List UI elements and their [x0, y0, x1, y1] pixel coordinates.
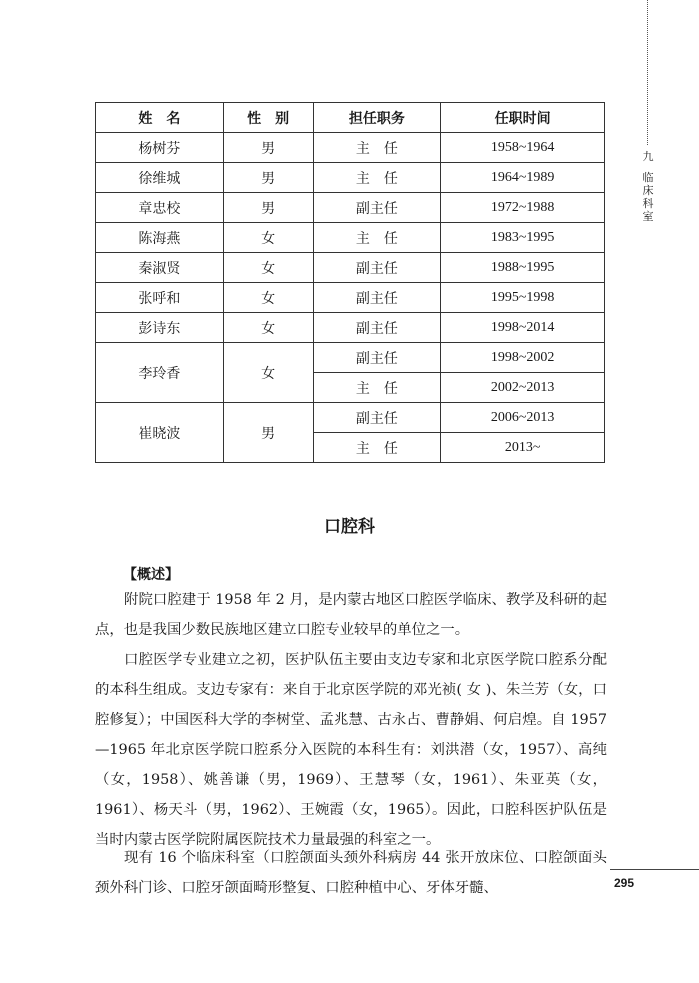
cell-name: 杨树芬: [96, 133, 224, 163]
table-row: [96, 193, 605, 223]
chapter-title-char: 科: [642, 197, 654, 210]
cell-gender: 女: [223, 313, 313, 343]
cell-period: 2013~: [441, 433, 605, 463]
header-name: 姓 名: [96, 103, 224, 133]
cell-gender: 女: [223, 283, 313, 313]
section-title: 口腔科: [324, 517, 375, 537]
cell-name: 李玲香: [96, 343, 224, 403]
cell-period: 1964~1989: [441, 163, 605, 193]
table-row: [96, 253, 605, 283]
cell-period: 2002~2013: [441, 373, 605, 403]
chapter-side-tab: [639, 150, 657, 223]
cell-position: 副主任: [313, 403, 441, 433]
director-history-table: [95, 102, 605, 463]
cell-name: 陈海燕: [96, 223, 224, 253]
cell-name: 秦淑贤: [96, 253, 224, 283]
table-row: [96, 343, 605, 373]
table-row: [96, 223, 605, 253]
header-gender: 性 别: [223, 103, 313, 133]
cell-position: 副主任: [313, 283, 441, 313]
overview-subheading: 【概述】: [123, 567, 179, 583]
header-period: 任职时间: [441, 103, 605, 133]
cell-period: 1995~1998: [441, 283, 605, 313]
cell-position: 副主任: [313, 343, 441, 373]
paragraph-staff: 口腔医学专业建立之初，医护队伍主要由支边专家和北京医学院口腔系分配的本科生组成。支边专家有：来自于北京医学院的邓光祯( 女 )、朱兰芳（女，口腔修复）；中国医科大学的李树堂、孟兆慧、古永占、曹静娟、何启煌。自 1957—1965 年北京医学院口腔系分入医院的本科生有：刘洪潜（女，1957）、高纯（女，1958）、姚善谦（男，1969）、王慧琴（女，1961）、朱亚英（女，1961）、杨天斗（男，1962）、王婉霞（女，1965）。因此，口腔科医护队伍是当时内蒙古医学院附属医院技术力量最强的科室之一。: [95, 652, 607, 848]
chapter-title-char: 床: [642, 184, 654, 197]
cell-period: 2006~2013: [441, 403, 605, 433]
cell-gender: 男: [223, 163, 313, 193]
table-row: [96, 163, 605, 193]
chapter-title-char: 室: [642, 210, 654, 223]
table-row: [96, 283, 605, 313]
margin-dotted-rule: [647, 0, 648, 145]
page-number: 295: [614, 876, 635, 890]
cell-period: 1958~1964: [441, 133, 605, 163]
cell-period: 1998~2002: [441, 343, 605, 373]
cell-name: 崔晓波: [96, 403, 224, 463]
cell-position: 副主任: [313, 193, 441, 223]
header-position: 担任职务: [313, 103, 441, 133]
paragraph-history: 附院口腔建于 1958 年 2 月，是内蒙古地区口腔医学临床、教学及科研的起点，也是我国少数民族地区建立口腔专业较早的单位之一。: [95, 592, 607, 638]
cell-name: 徐维城: [96, 163, 224, 193]
cell-period: 1983~1995: [441, 223, 605, 253]
footer-rule: [610, 869, 699, 870]
cell-gender: 女: [223, 223, 313, 253]
table-header-row: [96, 103, 605, 133]
paragraph-departments: 现有 16 个临床科室（口腔颌面头颈外科病房 44 张开放床位、口腔颌面头颈外科门诊、口腔牙颌面畸形整复、口腔种植中心、牙体牙髓、: [95, 850, 607, 896]
cell-position: 副主任: [313, 253, 441, 283]
cell-position: 主 任: [313, 133, 441, 163]
chapter-number: 九: [642, 150, 654, 163]
cell-position: 主 任: [313, 433, 441, 463]
chapter-title-char: 临: [642, 171, 654, 184]
cell-position: 主 任: [313, 163, 441, 193]
table-row: [96, 403, 605, 433]
cell-gender: 男: [223, 133, 313, 163]
cell-period: 1998~2014: [441, 313, 605, 343]
cell-position: 主 任: [313, 373, 441, 403]
cell-name: 章忠校: [96, 193, 224, 223]
cell-position: 主 任: [313, 223, 441, 253]
table-row: [96, 313, 605, 343]
cell-period: 1988~1995: [441, 253, 605, 283]
cell-gender: 女: [223, 343, 313, 403]
cell-gender: 女: [223, 253, 313, 283]
cell-gender: 男: [223, 403, 313, 463]
cell-position: 副主任: [313, 313, 441, 343]
cell-name: 彭诗东: [96, 313, 224, 343]
table-row: [96, 133, 605, 163]
cell-name: 张呼和: [96, 283, 224, 313]
cell-gender: 男: [223, 193, 313, 223]
cell-period: 1972~1988: [441, 193, 605, 223]
